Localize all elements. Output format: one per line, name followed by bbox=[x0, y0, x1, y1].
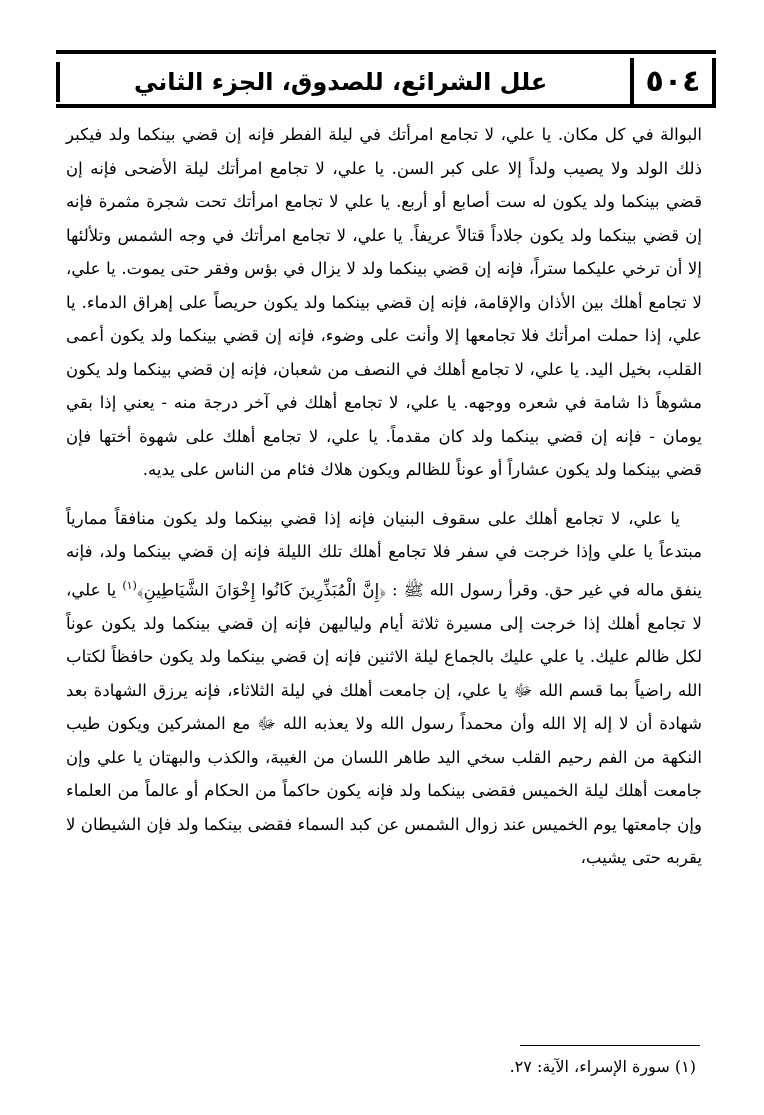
paragraph-1: البوالة في كل مكان. يا علي، لا تجامع امرأتك في ليلة الفطر فإنه إن قضي بينكما ولد فيكبر ذلك الولد ولا يصيب ولداً إلا على كبر السن. يا علي، لا تجامع امرأتك ليلة الأضحى فإنه إن قضي بينكما ولد يكون له ست أصابع أو أربع. يا علي لا تجامع امرأتك تحت شجرة مثمرة فإنه إن قضي بينكما ولد يكون جلاداً قتالاً عريفاً. يا علي، لا تجامع امرأتك في وجه الشمس وتلألئها إلا أن ترخي عليكما ستراً، فإنه إن قضي بينكما ولد لا يزال في بؤس وفقر حتى يموت. يا علي، لا تجامع أهلك بين الأذان والإقامة، فإنه إن قضي بينكما ولد يكون حريصاً على إهراق الدماء. يا علي، إذا حملت امرأتك فلا تجامعها إلا وأنت على وضوء، فإنه إن قضي بينكما ولد يكون أعمى القلب، بخيل اليد. يا علي، لا تجامع أهلك في النصف من شعبان، فإنه إن قضي بينكما ولد يكون مشوهاً ذا شامة في شعره ووجهه. يا علي، لا تجامع أهلك في آخر درجة منه - يعني إذا بقي يومان - فإنه إن قضي بينكما ولد كان مقدماً. يا علي، لا تجامع أهلك على شهوة أختها فإن قضي بينكما ولد يكون عشاراً أو عوناً للظالم ويكون هلاك فئام من الناس على يديه. bbox=[66, 125, 702, 479]
footnote: (١) سورة الإسراء، الآية: ٢٧. bbox=[509, 1057, 696, 1076]
paragraph-2 bbox=[66, 502, 702, 875]
paragraph-2-part-2: يا علي، لا تجامع أهلك إذا خرجت إلى مسيرة ثلاثة أيام ولياليهن فإنه إن قضي بينكما ولد يكون عوناً لكل ظالم عليك. يا علي عليك بالجماع ليلة الاثنين فإنه إن قضي بينكما ولد يكون حافظاً لكتاب الله راضياً بما قسم الله ﷻ يا علي، إن جامعت أهلك في ليلة الثلاثاء، فإنه يرزق الشهادة بعد شهادة أن لا إله إلا الله وأن محمداً رسول الله ولا يعذبه الله ﷻ مع المشركين ويكون طيب النكهة من الفم رحيم القلب سخي اليد طاهر اللسان من الغيبة، والكذب والبهتان يا علي وإن جامعت أهلك ليلة الخميس فقضى بينكما ولد فإنه يكون حاكماً من الحكام أو عالماً من العلماء وإن جامعتها يوم الخميس عند زوال الشمس عن كبد السماء فقضى بينكما ولد فإن الشيطان لا يقربه حتى يشيب، bbox=[66, 580, 702, 868]
quran-verse: ﴿إِنَّ الْمُبَذِّرِينَ كَانُوا إِخْوَانَ الشَّيَاطِينِ﴾ bbox=[136, 580, 387, 600]
book-title: علل الشرائع، للصدوق، الجزء الثاني bbox=[134, 68, 548, 96]
footnote-divider bbox=[520, 1045, 700, 1046]
footnote-marker: (١) bbox=[122, 578, 137, 592]
paragraph-2-part-1: يا علي، لا تجامع أهلك على سقوف البنيان فإنه إذا قضي بينكما ولد يكون منافقاً ممارياً مبتدعاً يا علي وإذا خرجت في سفر فلا تجامع أهلك تلك الليلة فإنه إن قضي بينكما ولد، فإنه ينفق ماله في غير حق. وقرأ رسول الله ﷺ : bbox=[66, 508, 702, 600]
page-number: ٥٠٤ bbox=[630, 58, 716, 104]
main-text bbox=[66, 118, 702, 875]
header-left-rule bbox=[56, 62, 60, 102]
